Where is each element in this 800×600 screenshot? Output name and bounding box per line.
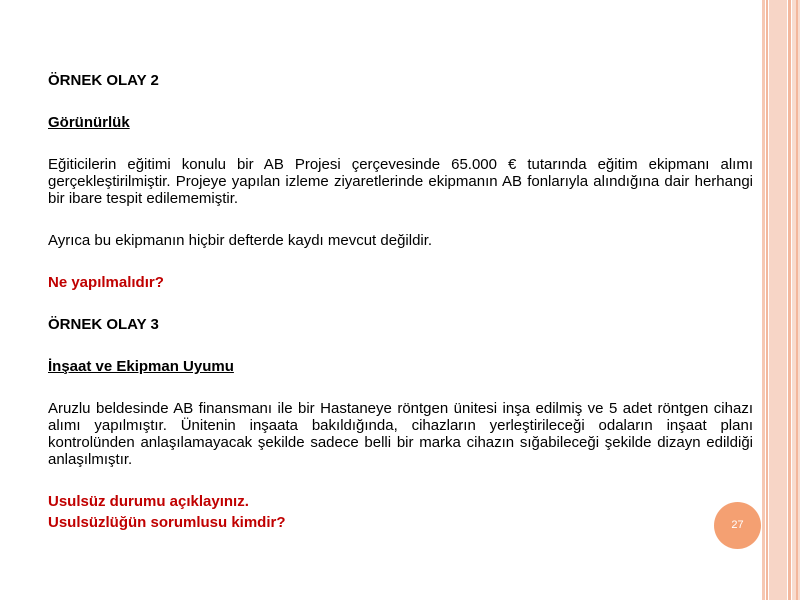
- case3-subtitle: İnşaat ve Ekipman Uyumu: [48, 358, 234, 375]
- page-number-badge: 27: [714, 502, 761, 549]
- decorative-stripe: [796, 0, 798, 600]
- slide-body: [48, 70, 753, 531]
- decorative-stripe: [766, 0, 768, 600]
- decorative-stripe: [762, 0, 765, 600]
- decorative-stripe: [769, 0, 787, 600]
- case2-question: Ne yapılmalıdır?: [48, 274, 164, 291]
- case2-paragraph-secondary: Ayrıca bu ekipmanın hiçbir defterde kaydı mevcut değildir.: [48, 232, 433, 249]
- case3-paragraph: Aruzlu beldesinde AB finansmanı ile bir Hastaneye röntgen ünitesi inşa edilmiş ve 5 adet röntgen cihazı alımı yapılmıştır. Ünitenin inşaata bakıldığında, cihazların yerleştirileceği odaların inşaat planı kontrolünden anlaşılamayacak şekilde sadece belli bir marka cihazın sığabileceği şekilde dizayn edildiği anlaşılmıştır.: [48, 400, 753, 468]
- case3-question-1: Usulsüz durumu açıklayınız.: [48, 493, 249, 510]
- case3-question-2: Usulsüzlüğün sorumlusu kimdir?: [48, 514, 286, 531]
- case2-title: ÖRNEK OLAY 2: [48, 72, 159, 89]
- case3-title: ÖRNEK OLAY 3: [48, 316, 159, 333]
- decorative-stripe: [788, 0, 791, 600]
- case2-paragraph: Eğiticilerin eğitimi konulu bir AB Projesi çerçevesinde 65.000 € tutarında eğitim ekipmanı alımı gerçekleştirilmiştir. Projeye yapılan izleme ziyaretlerinde ekipmanın AB fonlarıyla alındığına dair herhangi bir ibare tespit edilememiştir.: [48, 156, 753, 207]
- case2-subtitle: Görünürlük: [48, 114, 130, 131]
